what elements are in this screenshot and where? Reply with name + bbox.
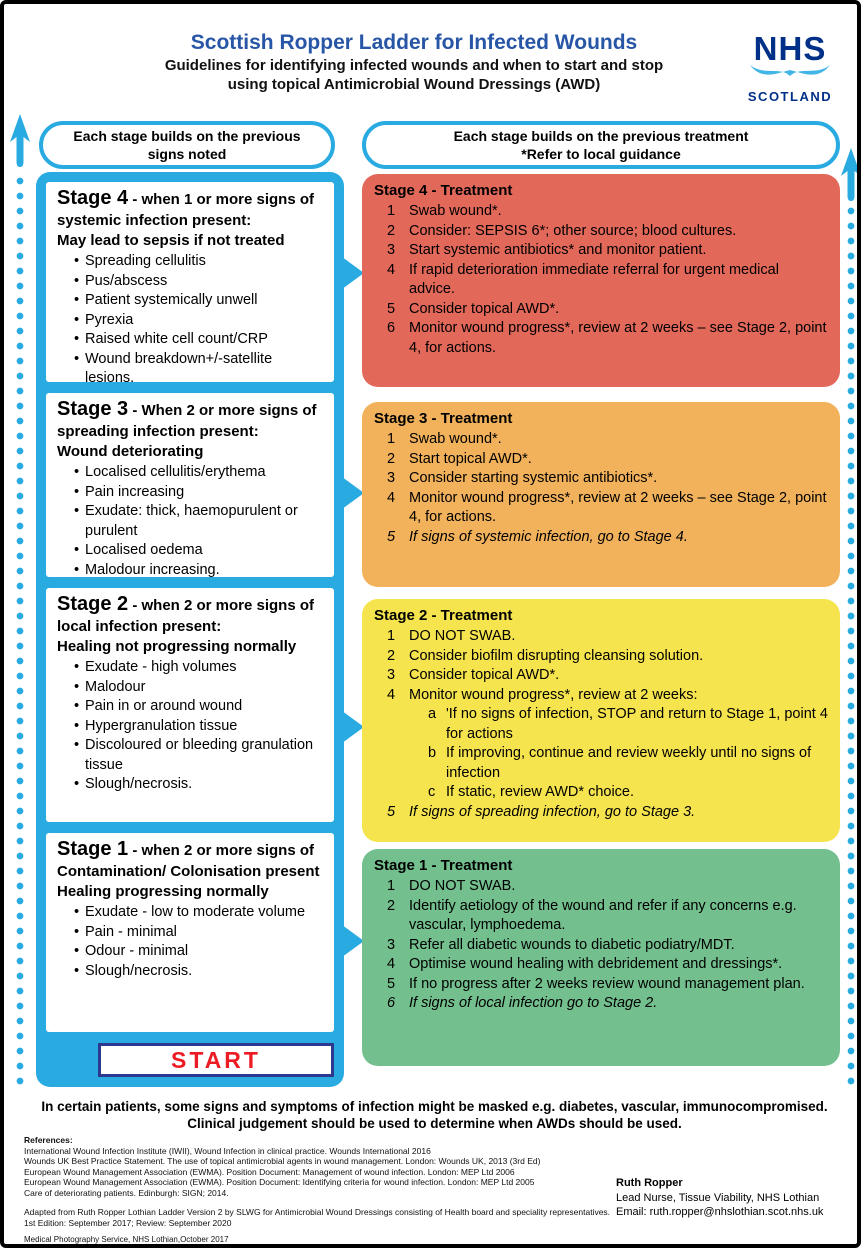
sign-stage-subtitle: Healing progressing normally — [57, 883, 269, 900]
start-box — [98, 1043, 334, 1077]
item-number: 6 — [387, 320, 396, 336]
clinical-judgement-note: In certain patients, some signs and symptoms of infection might be masked e.g. diabetes, vascular, immunocompromised. Clinical judgement should be used to determine when AWDs should be used. — [41, 1099, 828, 1131]
sign-bullet-item: • Discoloured or bleeding granulation tissue — [74, 736, 323, 775]
item-number: 2 — [387, 897, 396, 914]
treatment-item — [374, 300, 828, 320]
signs-column-header — [39, 121, 335, 169]
treatment-box — [362, 849, 840, 1066]
sign-bullet-item: • Raised white cell count/CRP — [74, 330, 323, 350]
sign-stage-title — [57, 594, 323, 637]
sign-bullet-item: • Slough/necrosis. — [74, 775, 323, 795]
item-text: Start topical AWD*. — [409, 450, 532, 467]
dotted-line — [844, 204, 858, 1089]
sign-bullet-item: • Exudate: thick, haemopurulent or purulent — [74, 502, 323, 541]
treatment-column-header — [362, 121, 840, 169]
item-number: 3 — [387, 470, 396, 486]
sign-bullet-item: • Pus/abscess — [74, 272, 323, 292]
scotland-logo-text: SCOTLAND — [747, 89, 833, 104]
treatment-item — [374, 877, 828, 897]
treatment-item — [374, 975, 828, 995]
sign-bullet-item: • Hypergranulation tissue — [74, 717, 323, 737]
sign-bullet-item: • Exudate - high volumes — [74, 658, 323, 678]
sign-bullet-item: • Pyrexia — [74, 311, 323, 331]
item-text: If signs of spreading infection, go to Stage 3. — [409, 803, 696, 820]
signs-column-header-text: Each stage builds on the previous signs noted — [73, 128, 301, 162]
sign-bullet-list — [57, 252, 323, 382]
item-text: Consider biofilm disrupting cleansing solution. — [409, 647, 704, 664]
treatment-item — [374, 430, 828, 450]
references-list — [24, 1146, 644, 1199]
item-text: Start systemic antibiotics* and monitor patient. — [409, 242, 707, 258]
treatment-item — [374, 202, 828, 222]
sign-stage-title — [57, 839, 323, 882]
treatment-title: Stage 1 - Treatment — [374, 857, 513, 874]
treatment-item — [374, 319, 828, 358]
subitem-letter: c — [428, 784, 436, 800]
sign-bullet-item: • Malodour — [74, 678, 323, 698]
photography-note: Medical Photography Service, NHS Lothian,October 2017 — [24, 1235, 229, 1244]
treatment-item — [374, 627, 828, 647]
reference-item: Wounds UK Best Practice Statement. The use of topical antimicrobial agents in wound management. London: Wounds UK, 2013 (3rd Ed) — [24, 1156, 541, 1166]
item-text: Monitor wound progress*, review at 2 weeks – see Stage 2, point 4, for actions. — [409, 320, 827, 356]
item-number: 4 — [387, 489, 396, 506]
stage-label: Stage 3 — [57, 398, 129, 420]
sign-title-rest: - When 2 or more signs of spreading infection present: — [57, 402, 317, 440]
sign-bullet-item: • Spreading cellulitis — [74, 252, 323, 272]
treatment-item — [374, 994, 828, 1014]
item-text: Monitor wound progress*, review at 2 weeks – see Stage 2, point 4, for actions. — [409, 489, 827, 525]
item-text: Consider topical AWD*. — [409, 667, 560, 683]
item-text: Swab wound*. — [409, 431, 502, 447]
subitem-text: 'If no signs of infection, STOP and return to Stage 1, point 4 for actions — [446, 706, 828, 742]
item-number: 4 — [387, 261, 396, 278]
item-number: 4 — [387, 686, 396, 703]
treatment-item — [374, 489, 828, 528]
treatment-title: Stage 2 - Treatment — [374, 607, 513, 624]
sign-bullet-item: • Exudate - low to moderate volume — [74, 903, 323, 923]
item-number: 3 — [387, 936, 396, 953]
treatment-item — [374, 936, 828, 956]
sign-bullet-item: • Pain in or around wound — [74, 697, 323, 717]
sign-stage-subtitle: May lead to sepsis if not treated — [57, 232, 285, 249]
item-number: 1 — [387, 878, 396, 894]
sign-stage-box — [46, 588, 334, 822]
subitem-letter: b — [428, 745, 437, 761]
item-number: 1 — [387, 431, 396, 447]
item-number: 2 — [387, 222, 396, 239]
sign-bullet-item: • Pain - minimal — [74, 923, 323, 943]
sign-bullet-item: • Odour - minimal — [74, 942, 323, 962]
sign-bullet-item: • Malodour increasing. — [74, 561, 323, 578]
treatment-column-header-line1: Each stage builds on the previous treatment — [453, 128, 749, 144]
header — [64, 30, 764, 94]
treatment-item — [374, 955, 828, 975]
item-number: 5 — [387, 528, 396, 545]
item-number: 2 — [387, 450, 396, 467]
treatment-item — [374, 897, 828, 936]
subitem-text: If improving, continue and review weekly until no signs of infection — [446, 745, 812, 781]
item-number: 6 — [387, 995, 396, 1011]
item-text: Monitor wound progress*, review at 2 weeks: — [409, 686, 698, 703]
item-text: DO NOT SWAB. — [409, 628, 516, 644]
item-text: Swab wound*. — [409, 203, 502, 219]
dotted-line — [13, 174, 27, 1089]
item-text: Consider topical AWD*. — [409, 300, 560, 317]
sign-bullet-item: • Localised cellulitis/erythema — [74, 463, 323, 483]
nhs-wave-icon — [748, 63, 832, 83]
reference-item: Care of deteriorating patients. Edinburgh: SIGN; 2014. — [24, 1187, 229, 1198]
sign-title-rest: - when 1 or more signs of systemic infection present: — [57, 191, 315, 229]
item-text: DO NOT SWAB. — [409, 878, 516, 894]
sign-bullet-list — [57, 658, 323, 795]
treatment-item — [374, 469, 828, 489]
treatments-column — [362, 174, 840, 1094]
sign-title-rest: - when 2 or more signs of local infection present: — [57, 597, 315, 635]
treatment-item — [374, 241, 828, 261]
item-number: 1 — [387, 628, 396, 644]
edition-note: 1st Edition: September 2017; Review: September 2020 — [24, 1217, 232, 1228]
nhs-logo-text: NHS — [753, 30, 827, 67]
sign-stage-subtitle: Healing not progressing normally — [57, 638, 297, 655]
item-text: Consider starting systemic antibiotics*. — [409, 470, 658, 486]
treatment-subitem — [415, 705, 828, 744]
sign-stage-box — [46, 393, 334, 577]
sign-bullet-item: • Pain increasing — [74, 483, 323, 503]
treatment-title: Stage 3 - Treatment — [374, 410, 513, 427]
treatment-subitem — [415, 783, 828, 803]
sign-stage-box — [46, 182, 334, 382]
treatment-subitem — [415, 744, 828, 783]
sign-bullet-item: • Slough/necrosis. — [74, 962, 323, 982]
start-label: START — [171, 1047, 261, 1073]
up-arrow-icon — [840, 148, 861, 202]
stage-label: Stage 2 — [57, 593, 129, 615]
treatment-item — [374, 261, 828, 300]
subitem-text: If static, review AWD* choice. — [446, 784, 635, 800]
sign-stage-box — [46, 833, 334, 1032]
item-text: If signs of local infection go to Stage 2. — [409, 995, 658, 1011]
item-number: 4 — [387, 956, 396, 972]
references-label: References: — [24, 1135, 73, 1145]
sign-stage-title — [57, 188, 323, 231]
page-subtitle-line1: Guidelines for identifying infected wounds and when to start and stop — [164, 57, 664, 74]
item-text: If rapid deterioration immediate referral for urgent medical advice. — [409, 261, 779, 297]
sign-bullet-item: • Wound breakdown+/-satellite lesions. — [74, 350, 323, 383]
item-number: 5 — [387, 300, 396, 317]
treatment-item — [374, 528, 828, 548]
sign-bullet-list — [57, 903, 323, 981]
contact-block — [616, 1176, 851, 1220]
stage-label: Stage 4 — [57, 187, 129, 209]
item-number: 3 — [387, 667, 396, 683]
item-text: Refer all diabetic wounds to diabetic podiatry/MDT. — [409, 936, 735, 953]
item-number: 5 — [387, 975, 396, 992]
treatment-item — [374, 686, 828, 706]
adapted-note: Adapted from Ruth Ropper Lothian Ladder Version 2 by SLWG for Antimicrobial Wound Dressings consisting of Health board and speciality representatives. — [24, 1207, 611, 1217]
contact-role: Lead Nurse, Tissue Viability, NHS Lothian — [616, 1191, 820, 1204]
item-number: 5 — [387, 803, 396, 820]
treatment-column-header-line2: *Refer to local guidance — [521, 146, 681, 162]
item-number: 3 — [387, 242, 396, 258]
reference-item: International Wound Infection Institute (IWII), Wound Infection in clinical practice. Wounds International 2016 — [24, 1145, 431, 1156]
sign-stage-subtitle: Wound deteriorating — [57, 443, 204, 460]
nhs-scotland-logo — [744, 32, 836, 104]
contact-email: Email: ruth.ropper@nhslothian.scot.nhs.uk — [616, 1206, 824, 1218]
contact-name: Ruth Ropper — [616, 1177, 683, 1189]
treatment-box — [362, 174, 840, 387]
item-text: If signs of systemic infection, go to Stage 4. — [409, 528, 688, 545]
sign-title-rest: - when 2 or more signs of Contamination/ Colonisation present — [57, 842, 320, 880]
item-number: 1 — [387, 203, 396, 219]
treatment-box — [362, 599, 840, 842]
treatment-title: Stage 4 - Treatment — [374, 182, 513, 199]
sign-bullet-list — [57, 463, 323, 577]
treatment-item — [374, 647, 828, 667]
treatment-box — [362, 402, 840, 587]
treatment-item — [374, 666, 828, 686]
signs-column — [36, 172, 344, 1087]
reference-item: European Wound Management Association (EWMA). Position Document: Identifying criteria for wound infection. London: MEP Ltd 2005 — [24, 1177, 535, 1187]
item-text: Consider: SEPSIS 6*; other source; blood cultures. — [409, 222, 737, 239]
page-subtitle-line2: using topical Antimicrobial Wound Dressings (AWD) — [227, 76, 601, 93]
sign-stage-title — [57, 399, 323, 442]
item-text: Identify aetiology of the wound and refer if any concerns e.g. vascular, lymphoedema. — [409, 897, 797, 933]
item-text: If no progress after 2 weeks review wound management plan. — [409, 975, 805, 992]
treatment-item — [374, 803, 828, 823]
treatment-item — [374, 450, 828, 470]
references-block — [24, 1135, 644, 1246]
stage-label: Stage 1 — [57, 838, 129, 860]
subitem-letter: a — [428, 706, 437, 722]
sign-bullet-item: • Patient systemically unwell — [74, 291, 323, 311]
treatment-item — [374, 222, 828, 242]
sign-bullet-item: • Localised oedema — [74, 541, 323, 561]
reference-item: European Wound Management Association (EWMA). Position Document: Management of wound infection. London: MEP Ltd 2006 — [24, 1166, 515, 1177]
item-number: 2 — [387, 647, 396, 664]
page-title: Scottish Ropper Ladder for Infected Wounds — [190, 31, 638, 54]
up-arrow-icon — [9, 114, 31, 168]
item-text: Optimise wound healing with debridement and dressings*. — [409, 956, 783, 972]
